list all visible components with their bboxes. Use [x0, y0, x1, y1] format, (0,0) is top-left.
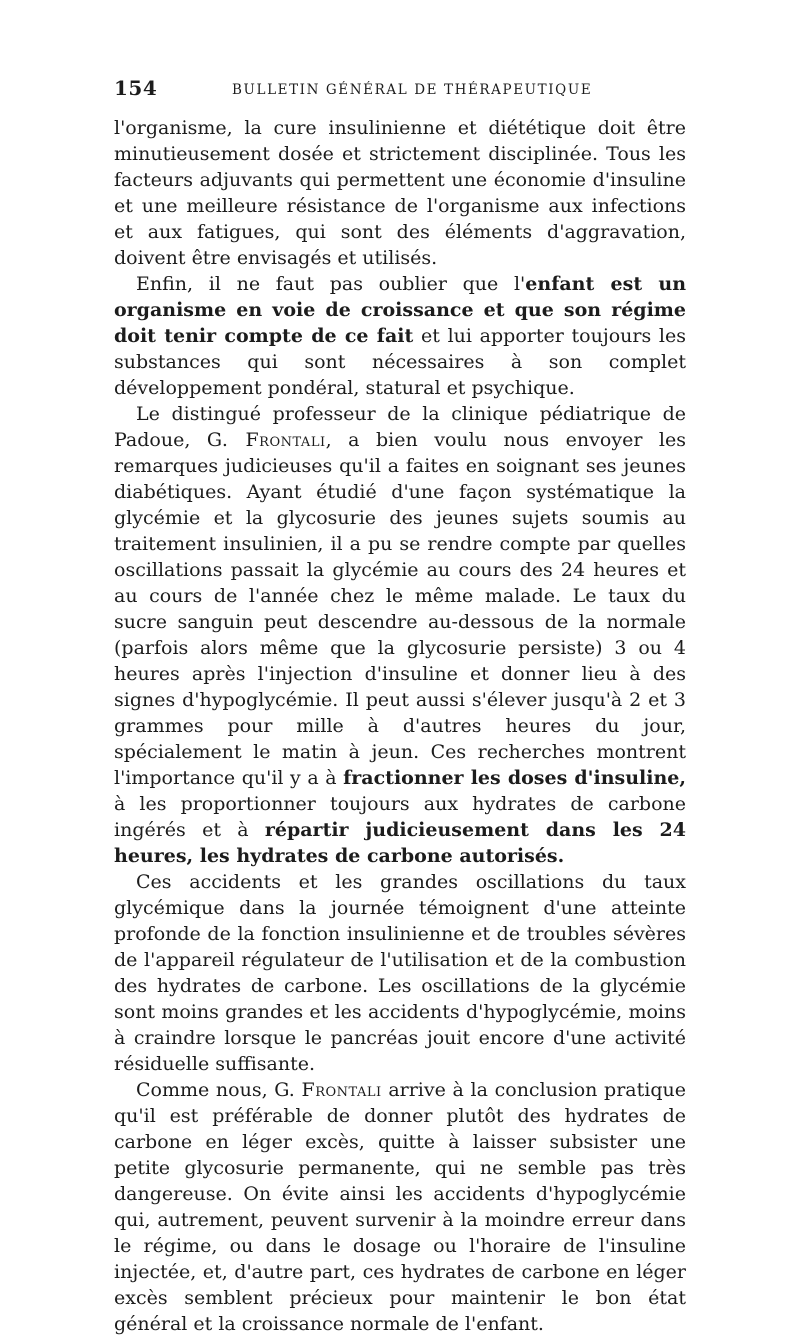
text-run: arrive à la conclusion pratique qu'il est préférable de donner plutôt des hydrates de carbone en léger excès, quitte à laisser subsister une petite glycosurie permanente, qui ne semble pas très dangereuse. On évite ainsi les accidents d'hypoglycémie qui, autrement, peuvent survenir à la moindre erreur dans le régime, ou dans le dosage ou l'horaire de l'insuline injectée, et, d'autre part, ces hydrates de carbone en léger excès semblent précieux pour maintenir le bon état général et la croissance normale de l'enfant.: [114, 1079, 686, 1335]
emphasis-text: répartir judicieusement dans les 24 heures, les hydrates de carbone autorisés.: [114, 819, 686, 867]
running-title: BULLETIN GÉNÉRAL DE THÉRAPEUTIQUE: [232, 82, 593, 98]
paragraph-5: [114, 1077, 686, 1337]
paragraph-4: [114, 869, 686, 1077]
text-run: , a bien voulu nous envoyer les remarques judicieuses qu'il a faites en soignant ses jeunes diabétiques. Ayant étudié d'une façon systématique la glycémie et la glycosurie des jeunes sujets soumis au traitement insulinien, il a pu se rendre compte par quelles oscillations passait la glycémie au cours des 24 heures et au cours de l'année chez le même malade. Le taux du sucre sanguin peut descendre au-dessous de la normale (parfois alors même que la glycosurie persiste) 3 ou 4 heures après l'injection d'insuline et donner lieu à des signes d'hypoglycémie. Il peut aussi s'élever jusqu'à 2 et 3 grammes pour mille à d'autres heures du jour, spécialement le matin à jeun. Ces recherches montrent l'importance qu'il y a à: [114, 429, 686, 789]
text-run: Enfin, il ne faut pas oublier que l': [136, 273, 526, 295]
text-run: Le distingué professeur de la clinique pédiatrique de Padoue,: [114, 403, 686, 451]
emphasis-text: enfant est un organisme en voie de croissance et que son régime doit tenir compte de ce fait: [114, 273, 687, 347]
paragraph-1: [114, 115, 686, 271]
text-run: et lui apporter toujours les substances qui sont nécessaires à son complet développement pondéral, statural et psychique.: [114, 325, 687, 399]
page-number: 154: [114, 76, 158, 100]
text-run: Ces accidents et les grandes oscillations du taux glycémique dans la journée témoignent d'une atteinte profonde de la fonction insulinienne et de troubles sévères de l'appareil régulateur de l'utilisation et de la combustion des hydrates de carbone. Les oscillations de la glycémie sont moins grandes et les accidents d'hypoglycémie, moins à craindre lorsque le pancréas jouit encore d'une activité résiduelle suffisante.: [114, 871, 686, 1075]
author-name: Frontali: [301, 1079, 382, 1101]
paragraph-3: [114, 401, 686, 869]
text-run: l'organisme, la cure insulinienne et diététique doit être minutieusement dosée et strictement disciplinée. Tous les facteurs adjuvants qui permettent une économie d'insuline et une meilleure résistance de l'organisme aux infections et aux fatigues, qui sont des éléments d'aggravation, doivent être envisagés et utilisés.: [114, 117, 686, 269]
text-run: à les proportionner toujours aux hydrates de carbone ingérés et à: [114, 793, 686, 841]
body-text: [114, 115, 686, 1337]
emphasis-text: fractionner les doses d'insuline,: [343, 767, 686, 789]
page-header: [114, 76, 700, 102]
text-run: Comme nous, G.: [136, 1079, 302, 1101]
author-name: G. Frontali: [206, 429, 326, 451]
paragraph-2: [114, 271, 686, 401]
